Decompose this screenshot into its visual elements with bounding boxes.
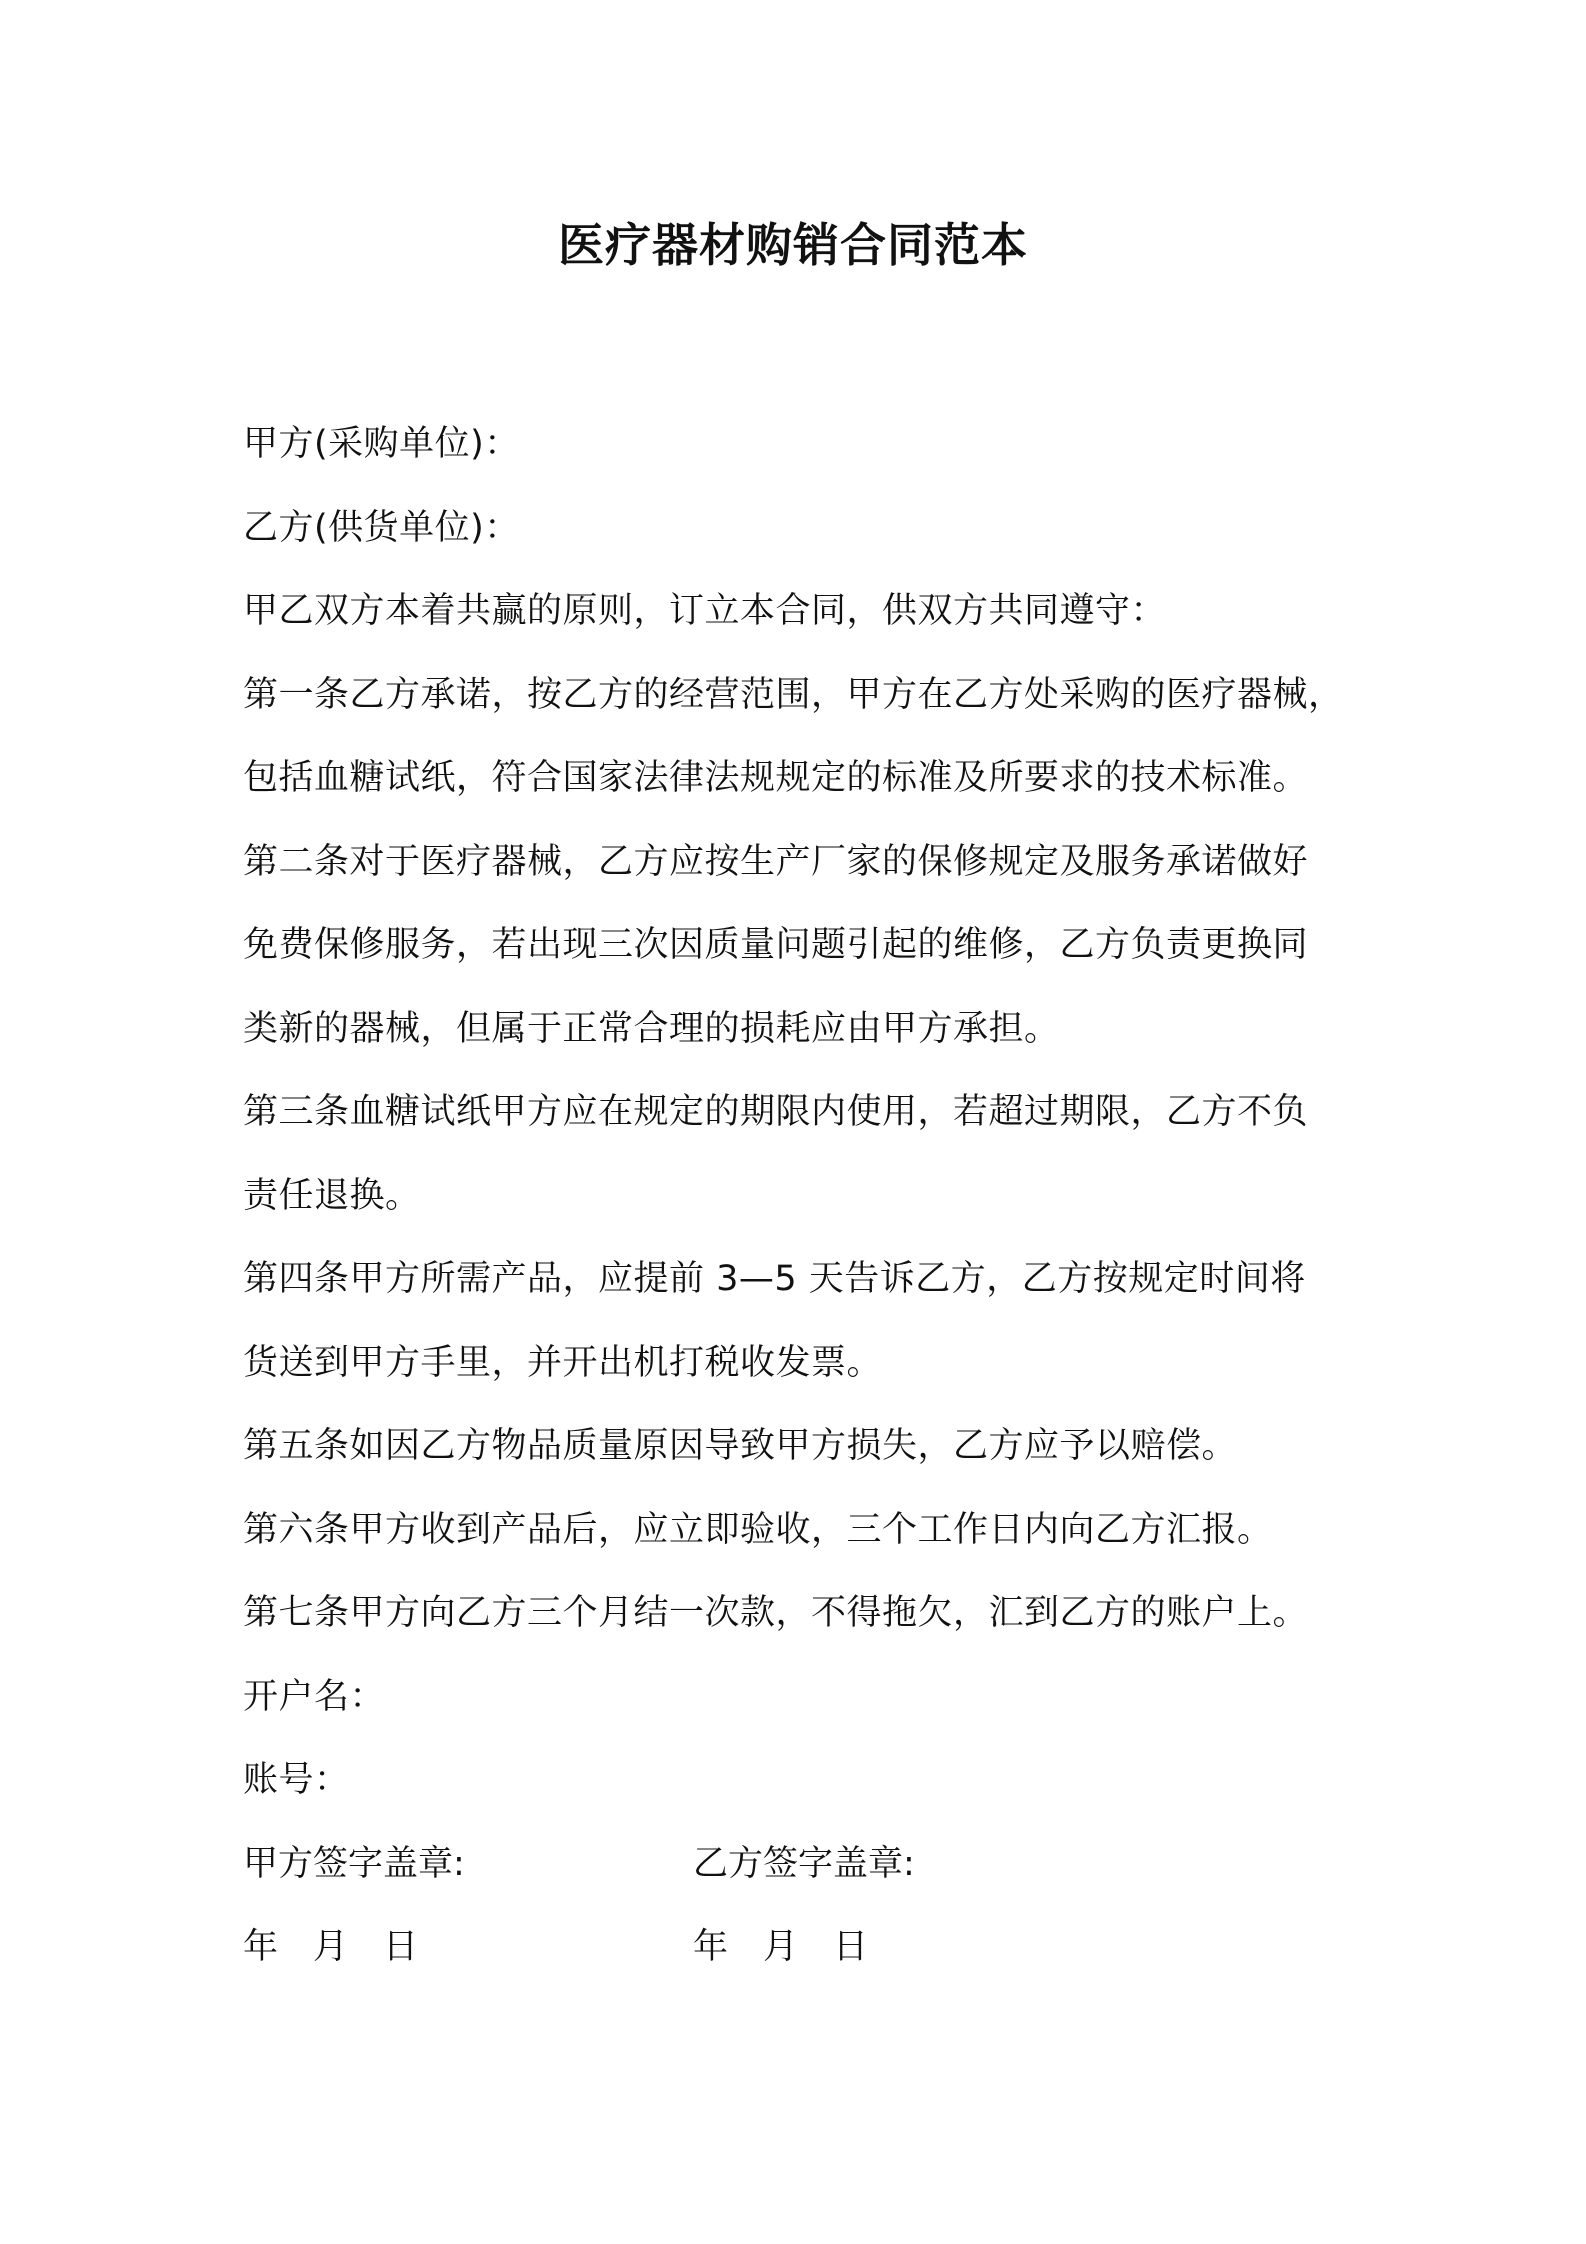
account-number-line: 账号：: [243, 1760, 350, 1800]
party-a-signature-label: 甲方签字盖章:: [243, 1843, 465, 1884]
signature-row: [243, 1823, 1353, 1907]
article-7-line: 第七条甲方向乙方三个月结一次款，不得拖欠，汇到乙方的账户上。: [243, 1593, 1309, 1633]
article-1-line-2: 包括血糖试纸，符合国家法律法规规定的标准及所要求的技术标准。: [243, 758, 1309, 798]
article-1-line-1: 第一条乙方承诺，按乙方的经营范围，甲方在乙方处采购的医疗器械，: [243, 674, 1344, 715]
article-2-line-2: 免费保修服务，若出现三次因质量问题引起的维修，乙方负责更换同: [243, 925, 1309, 965]
party-a-line: 甲方(采购单位)：: [243, 424, 520, 464]
party-a-date: 年 月 日: [243, 1927, 419, 1967]
article-6-line: 第六条甲方收到产品后，应立即验收，三个工作日内向乙方汇报。: [243, 1509, 1273, 1550]
article-3-line-2: 责任退换。: [243, 1175, 421, 1216]
date-row: [243, 1906, 1353, 1990]
article-4-line-2: 货送到甲方手里，并开出机打税收发票。: [243, 1342, 883, 1383]
article-2-line-1: 第二条对于医疗器械，乙方应按生产厂家的保修规定及服务承诺做好: [243, 841, 1309, 882]
party-b-date: 年 月 日: [693, 1927, 869, 1967]
article-3-line-1: 第三条血糖试纸甲方应在规定的期限内使用，若超过期限，乙方不负: [243, 1092, 1309, 1132]
party-b-signature-label: 乙方签字盖章:: [693, 1843, 915, 1884]
contract-body: [243, 403, 1353, 1990]
article-4-line-1: 第四条甲方所需产品，应提前 3—5 天告诉乙方，乙方按规定时间将: [243, 1259, 1306, 1299]
party-b-line: 乙方(供货单位)：: [243, 507, 520, 548]
preamble-line: 甲乙双方本着共赢的原则，订立本合同，供双方共同遵守：: [243, 591, 1167, 631]
account-name-line: 开户名：: [243, 1676, 386, 1717]
article-2-line-3: 类新的器械，但属于正常合理的损耗应由甲方承担。: [243, 1008, 1060, 1049]
article-5-line: 第五条如因乙方物品质量原因导致甲方损失，乙方应予以赔偿。: [243, 1426, 1238, 1466]
document-title: 医疗器材购销合同范本: [558, 218, 1028, 272]
